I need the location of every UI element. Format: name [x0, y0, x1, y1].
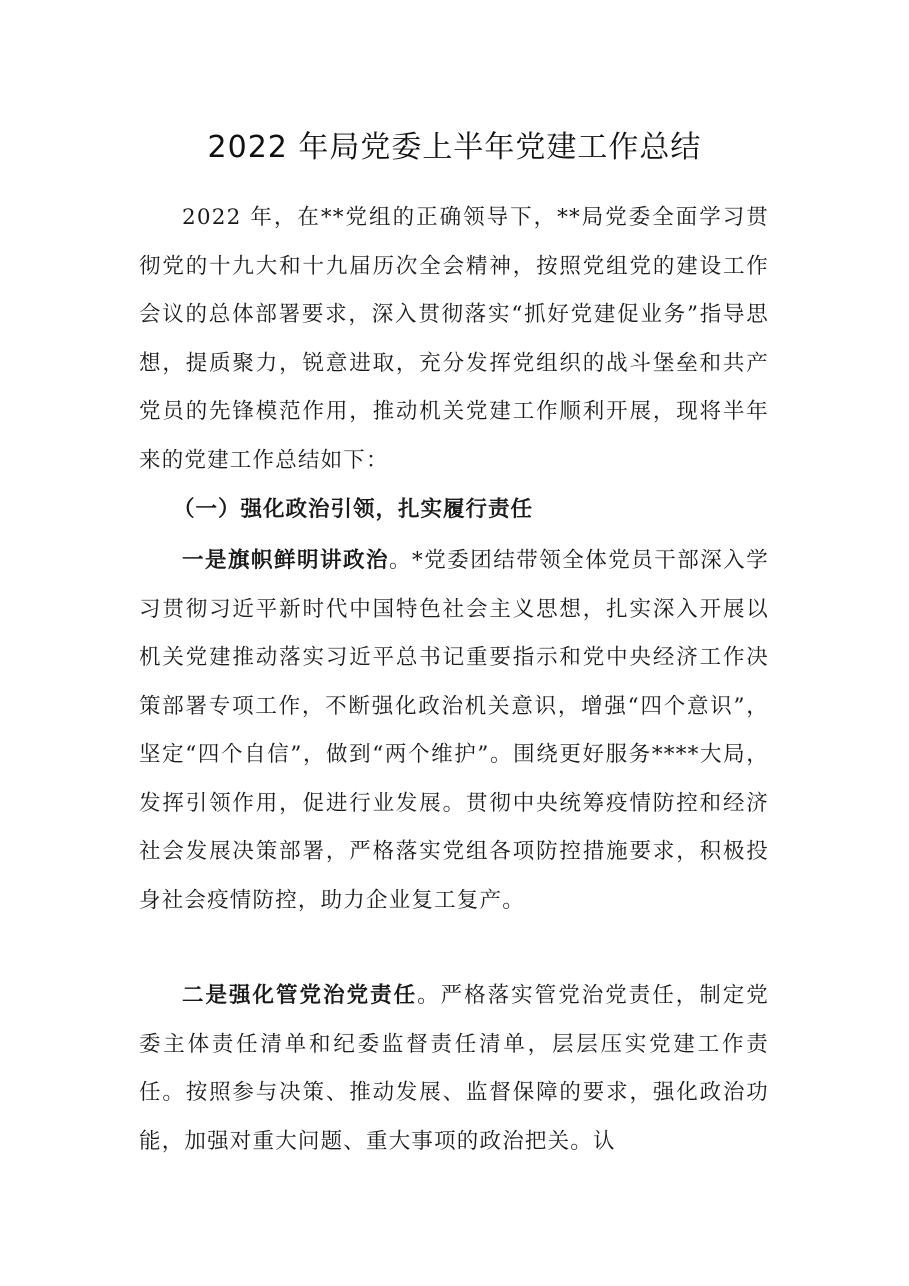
section-heading: （一）强化政治引领，扎实履行责任: [173, 497, 534, 522]
item-paragraph-2: [139, 972, 769, 1166]
item-text-1: 。*党委团结带领全体党员干部深入学习贯彻习近平新时代中国特色社会主义思想，扎实深入开展以机关党建推动落实习近平总书记重要指示和党中央经济工作决策部署专项工作，不断强化政治机关意识，增强“四个意识”，坚定“四个自信”，做到“两个维护”。围绕更好服务****大局，发挥引领作用，促进行业发展。贯彻中央统筹疫情防控和经济社会发展决策部署，严格落实党组各项防控措施要求，积极投身社会疫情防控，助力企业复工复产。: [139, 548, 769, 913]
item-text-2: 。严格落实管党治党责任，制定党委主体责任清单和纪委监督责任清单，层层压实党建工作责任。按照参与决策、推动发展、监督保障的要求，强化政治功能，加强对重大问题、重大事项的政治把关。认: [139, 983, 769, 1154]
item-lead-2: 二是强化管党治党责任: [182, 983, 418, 1008]
item-paragraph-1: [139, 537, 769, 925]
document-title: 2022 年局党委上半年党建工作总结: [207, 130, 702, 165]
intro-paragraph: 2022 年，在**党组的正确领导下，**局党委全面学习贯彻党的十九大和十九届历次全会精神，按照党组党的建设工作会议的总体部署要求，深入贯彻落实“抓好党建促业务”指导思想，提质聚力，锐意进取，充分发挥党组织的战斗堡垒和共产党员的先锋模范作用，推动机关党建工作顺利开展，现将半年来的党建工作总结如下：: [139, 205, 769, 473]
item-lead-1: 一是旗帜鲜明讲政治: [182, 548, 390, 573]
